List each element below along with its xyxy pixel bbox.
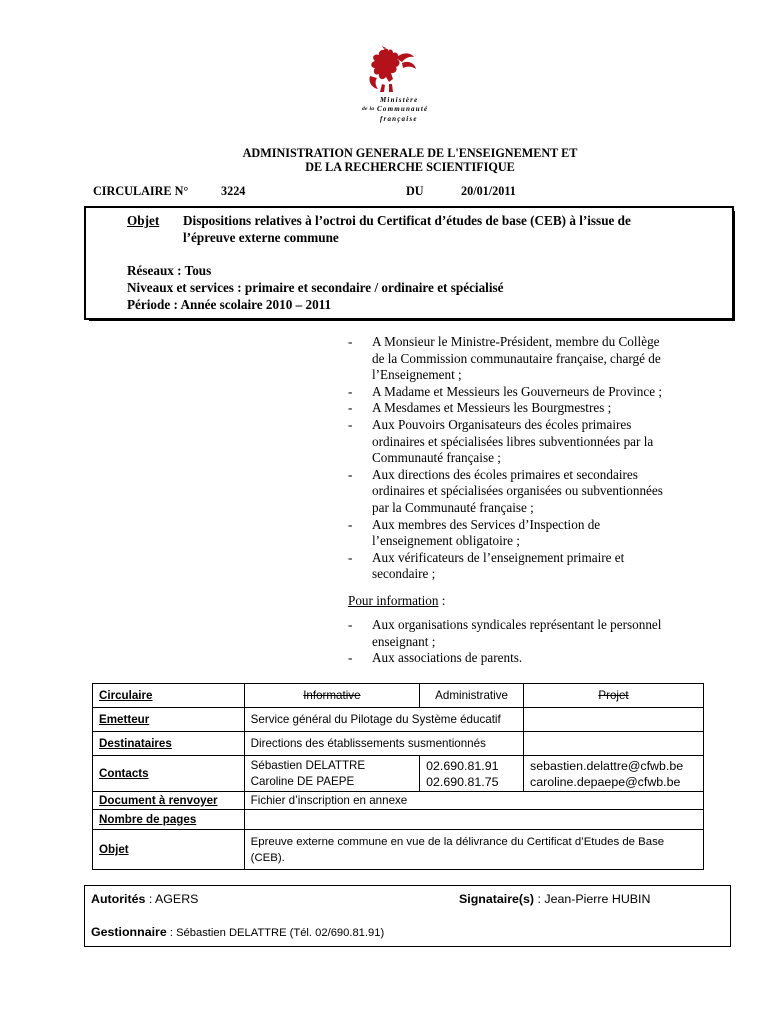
table-objet-value — [244, 830, 703, 870]
table-objet-line-1: Epreuve externe commune en vue de la délivrance du Certificat d’Etudes de Base — [250, 835, 665, 848]
table-row-document — [93, 792, 704, 810]
contacts-label: Contacts — [93, 756, 245, 792]
emetteur-empty — [524, 708, 704, 732]
contacts-phones — [420, 756, 524, 792]
list-item-line: Aux vérificateurs de l’enseignement primaire et — [372, 549, 625, 565]
objet-box — [84, 206, 734, 320]
emetteur-label: Emetteur — [93, 708, 245, 732]
pages-label: Nombre de pages — [93, 810, 245, 830]
table-objet-line-2: (CEB). — [250, 851, 285, 864]
table-row-circulaire — [93, 684, 704, 708]
logo-line-francaise: française — [380, 115, 418, 123]
list-dash: - — [348, 400, 353, 416]
list-item-line: A Monsieur le Ministre-Président, membre du Collège — [372, 334, 660, 349]
circulaire-date: 20/01/2011 — [461, 184, 516, 198]
pour-information-colon: : — [438, 593, 446, 608]
list-item-line: A Mesdames et Messieurs les Bourgmestres ; — [372, 400, 612, 416]
pages-value — [244, 810, 703, 830]
rooster-icon — [358, 46, 432, 94]
pour-information-label: Pour information — [348, 593, 439, 608]
destinataires-value: Directions des établissements susmentionnés — [244, 732, 523, 756]
gestionnaire-label: Gestionnaire — [91, 925, 167, 939]
list-item-line: l’Enseignement ; — [372, 367, 462, 383]
autorites-value: : AGERS — [145, 892, 199, 906]
list-item-line: Aux membres des Services d’Inspection de — [372, 516, 601, 532]
contact-2-phone: 02.690.81.75 — [426, 774, 499, 789]
table-row-pages — [93, 810, 704, 830]
autorites — [91, 892, 198, 906]
list-item-line: ordinaires et spécialisées libres subventionnées par la — [372, 433, 654, 449]
destinataires-label: Destinataires — [93, 732, 245, 756]
list-item-line: A Madame et Messieurs les Gouverneurs de Province ; — [372, 383, 663, 399]
list-item-line: Communauté française ; — [372, 450, 501, 466]
list-item-line: Aux organisations syndicales représentant le personnel — [372, 617, 662, 632]
contacts-emails — [524, 756, 704, 792]
gestionnaire-value: : Sébastien DELATTRE (Tél. 02/690.81.91) — [166, 927, 385, 939]
table-row-contacts — [93, 756, 704, 792]
list-dash: - — [348, 334, 353, 349]
contact-1-email[interactable]: sebastien.delattre@cfwb.be — [530, 758, 684, 773]
contact-2-name: Caroline DE PAEPE — [250, 774, 355, 788]
type-administrative: Administrative — [420, 684, 524, 708]
contact-1-phone: 02.690.81.91 — [426, 758, 499, 773]
list-item-line: Aux directions des écoles primaires et secondaires — [372, 466, 638, 482]
list-dash: - — [348, 549, 353, 565]
circulaire-number: 3224 — [221, 184, 246, 198]
signataire — [459, 892, 650, 906]
list-dash: - — [348, 516, 353, 532]
list-item-line: ordinaires et spécialisées organisées ou subventionnées — [372, 483, 663, 499]
circulaire-du-label: DU — [406, 184, 424, 198]
type-projet: Projet — [524, 684, 704, 708]
signataire-label: Signataire(s) — [459, 892, 535, 906]
contact-1-name: Sébastien DELATTRE — [250, 758, 366, 772]
logo-line-de-la: de la — [362, 106, 375, 112]
gestionnaire — [91, 925, 384, 939]
table-row-emetteur — [93, 708, 704, 732]
emetteur-value: Service général du Pilotage du Système éducatif — [244, 708, 523, 732]
objet-line-1: Dispositions relatives à l’octroi du Certificat d’études de base (CEB) à l’issue de — [183, 213, 631, 228]
destinataires-empty — [524, 732, 704, 756]
logo-line-communaute: Communauté — [377, 105, 429, 113]
list-item-line: par la Communauté française ; — [372, 500, 534, 515]
pour-information — [348, 593, 728, 610]
list-item-line: Aux Pouvoirs Organisateurs des écoles primaires — [372, 417, 632, 432]
reseaux-line: Réseaux : Tous — [127, 263, 212, 278]
signataire-value: : Jean-Pierre HUBIN — [534, 892, 651, 906]
circulaire-label: CIRCULAIRE N° — [93, 184, 189, 198]
contact-2-email[interactable]: caroline.depaepe@cfwb.be — [530, 774, 681, 789]
table-objet-label: Objet — [93, 830, 245, 870]
document-label: Document à renvoyer — [93, 792, 245, 810]
distribution-list — [348, 334, 728, 599]
list-item-line: enseignant ; — [372, 633, 436, 649]
info-table — [92, 683, 704, 870]
table-row-destinataires — [93, 732, 704, 756]
list-dash: - — [348, 417, 353, 432]
list-dash: - — [348, 466, 353, 482]
information-list — [348, 617, 728, 667]
logo-line-ministere: Ministère — [380, 96, 419, 104]
objet-label: Objet — [127, 213, 160, 228]
header-line-1: ADMINISTRATION GENERALE DE L'ENSEIGNEMENT ET — [242, 146, 578, 160]
list-dash: - — [348, 617, 353, 632]
document-value: Fichier d’inscription en annexe — [244, 792, 703, 810]
header-line-2: DE LA RECHERCHE SCIENTIFIQUE — [305, 160, 515, 174]
list-item-line: Aux associations de parents. — [372, 650, 523, 666]
autorites-label: Autorités — [91, 892, 146, 906]
table-row-objet — [93, 830, 704, 870]
periode-line: Période : Année scolaire 2010 – 2011 — [127, 297, 332, 312]
footer-box — [84, 885, 731, 947]
list-dash: - — [348, 383, 353, 399]
objet-line-2: l’épreuve externe commune — [183, 230, 339, 245]
list-item-line: secondaire ; — [372, 566, 436, 582]
list-item-line: de la Commission communautaire française, chargé de — [372, 350, 661, 366]
ministry-logo — [358, 46, 432, 128]
niveaux-line: Niveaux et services : primaire et secondaire / ordinaire et spécialisé — [127, 280, 504, 295]
list-item-line: l’enseignement obligatoire ; — [372, 533, 520, 549]
contacts-names — [244, 756, 419, 792]
type-informative: Informative — [244, 684, 419, 708]
circulaire-type-label: Circulaire — [93, 684, 245, 708]
list-dash: - — [348, 650, 353, 666]
